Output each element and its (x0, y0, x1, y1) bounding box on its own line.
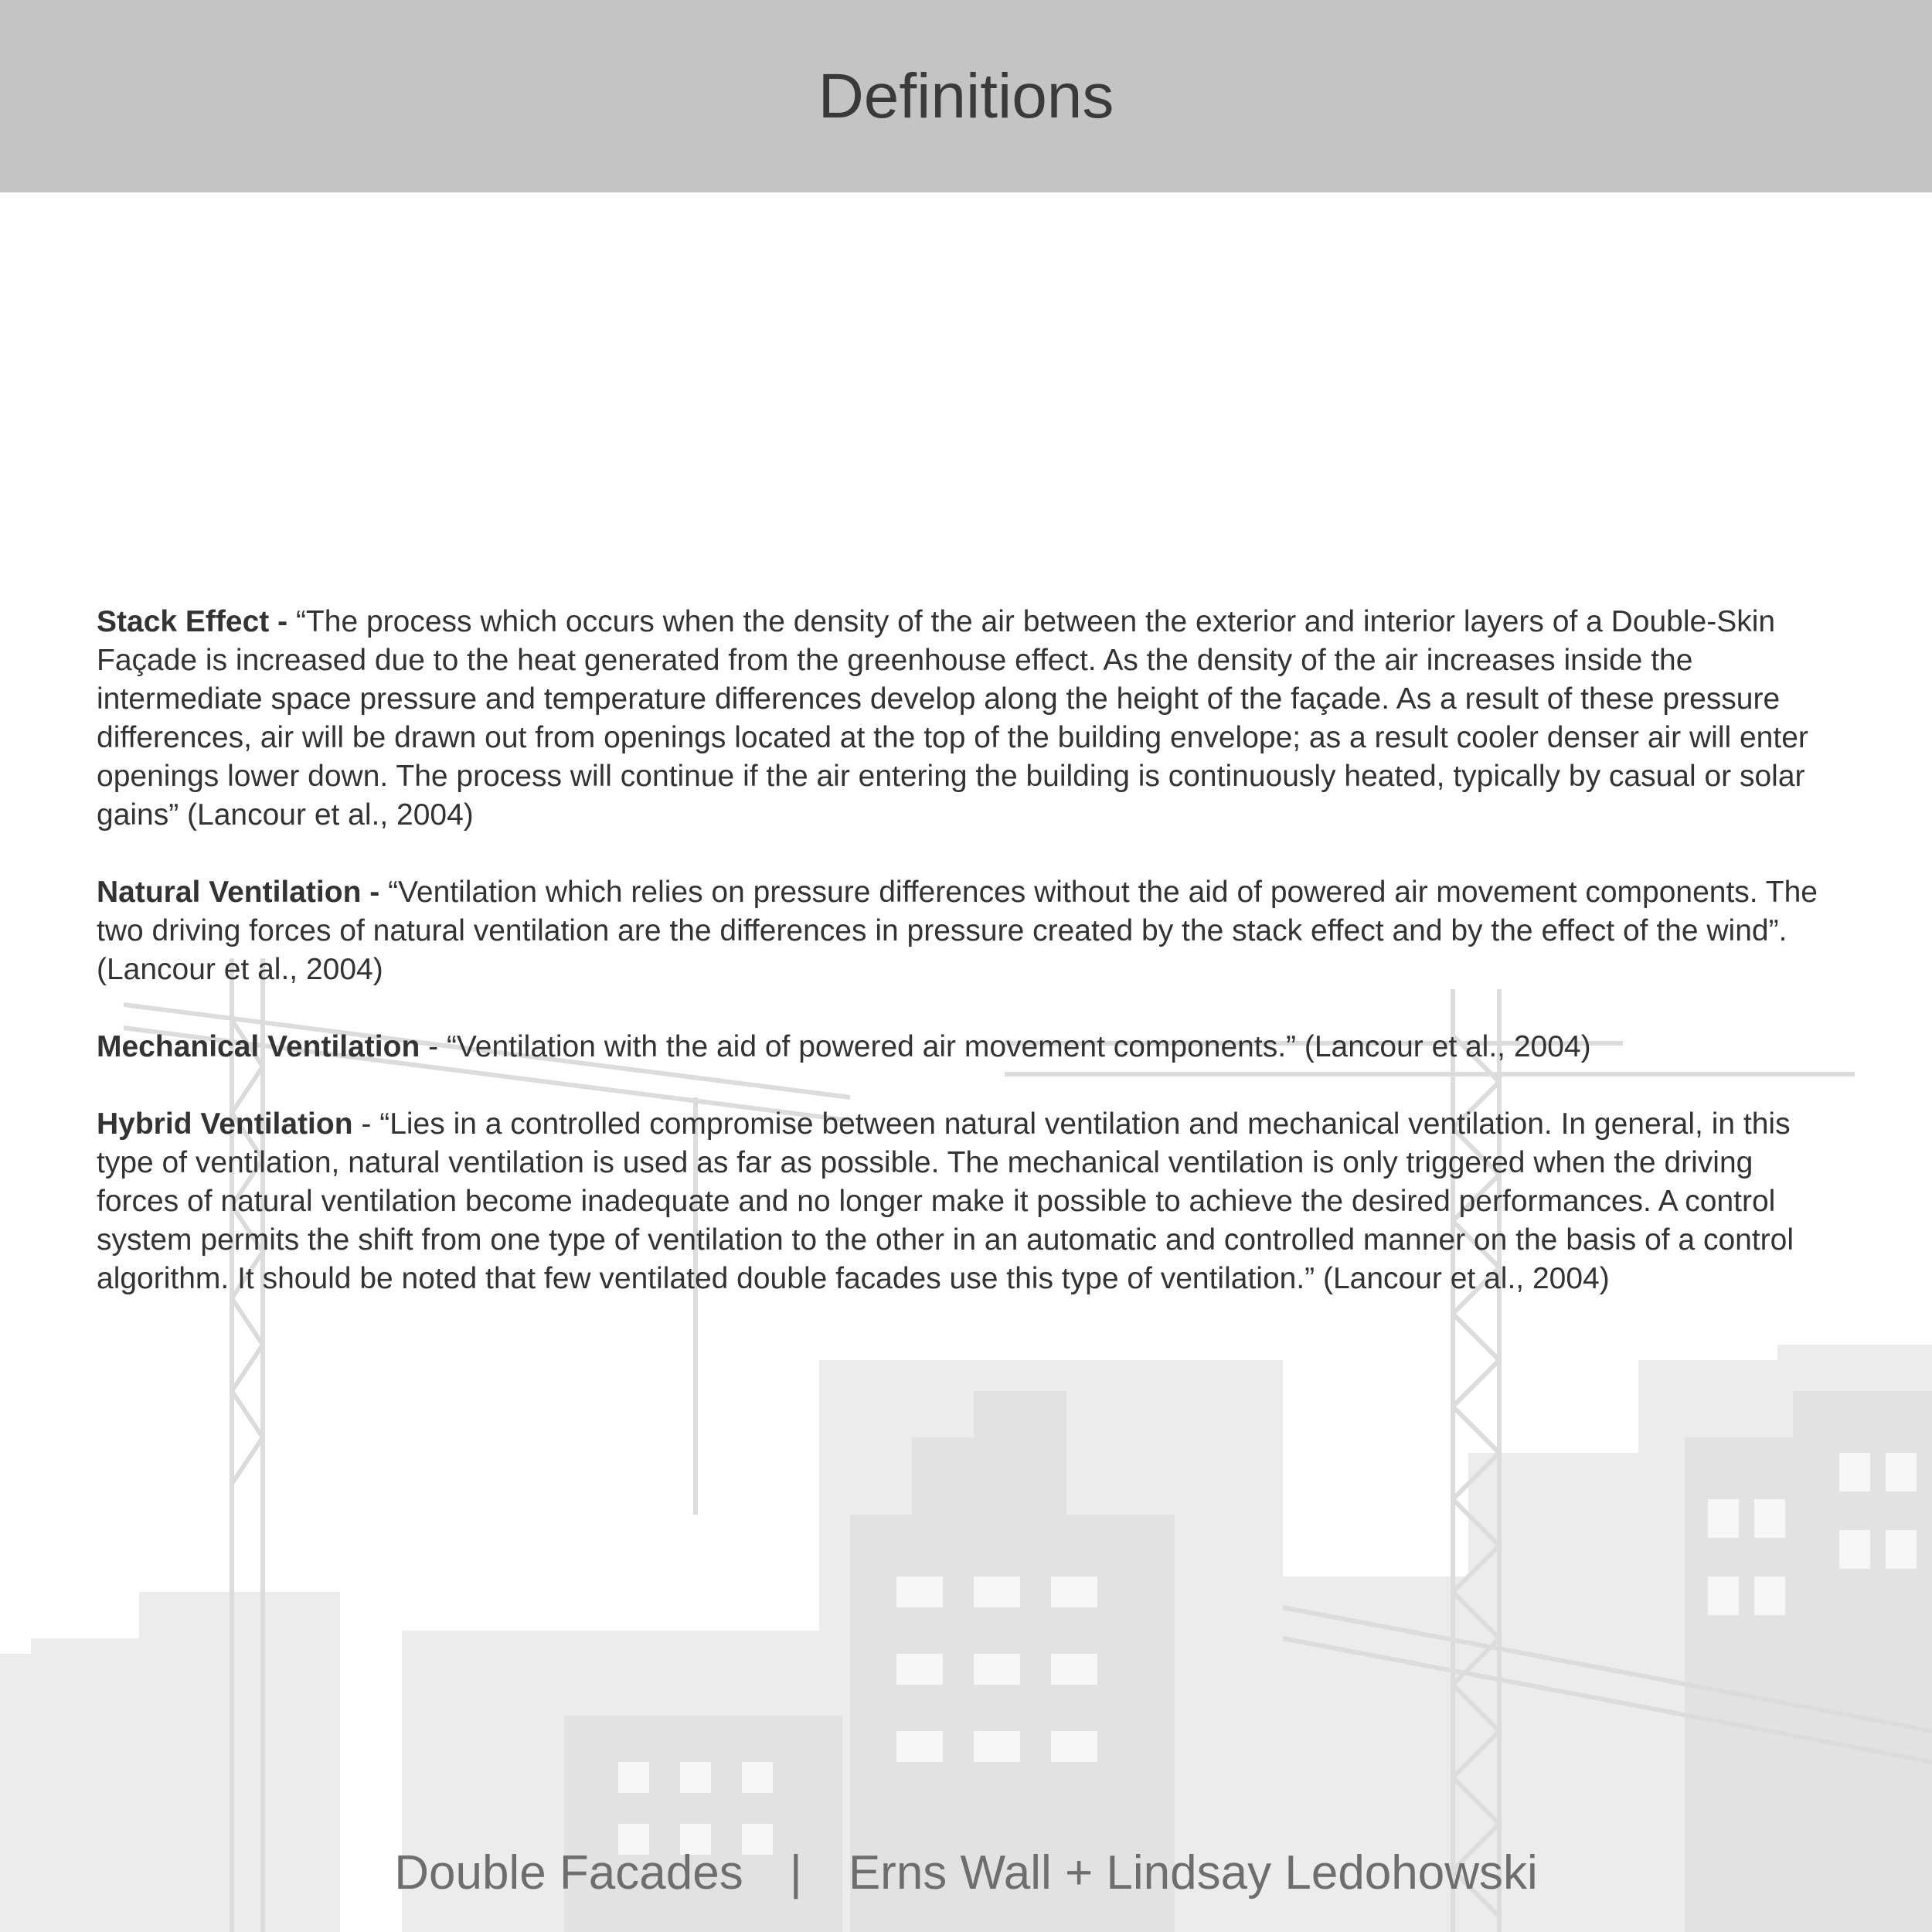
definition-term: Hybrid Ventilation (97, 1107, 353, 1141)
page-title: Definitions (818, 61, 1114, 131)
footer-authors: Erns Wall + Lindsay Ledohowski (848, 1846, 1538, 1900)
definition-text: “The process which occurs when the density of the air between the exterior and interior layers of a Double-Skin Façade is increased due to the heat generated from the greenhouse effect. As the density of the air increases inside the intermediate space pressure and temperature differences develop along the height of the façade. As a result of these pressure differences, air will be drawn out from openings located at the top of the building envelope; as a result cooler denser air will enter openings lower down. The process will continue if the air entering the building is continuously heated, typically by casual or solar gains” (Lancour et al., 2004) (97, 605, 1808, 832)
definition-stack-effect (97, 603, 1835, 835)
definitions-list (97, 603, 1835, 1337)
definition-term: Mechanical Ventilation (97, 1030, 420, 1063)
definition-term: Stack Effect - (97, 605, 288, 638)
footer-title: Double Facades (394, 1846, 743, 1900)
definition-text: - “Lies in a controlled compromise between natural ventilation and mechanical ventilation. In general, in this type of ventilation, natural ventilation is used as far as possible. The mechanical ventilation is only triggered when the driving forces of natural ventilation become inadequate and no longer make it possible to achieve the desired performances. A control system permits the shift from one type of ventilation to the other in an automatic and controlled manner on the basis of a control algorithm. It should be noted that few ventilated double facades use this type of ventilation.” (Lancour et al., 2004) (97, 1107, 1794, 1295)
definition-text: - “Ventilation with the aid of powered air movement components.” (Lancour et al., 2004) (428, 1030, 1591, 1063)
definition-term: Natural Ventilation - (97, 876, 380, 909)
definition-mechanical-ventilation (97, 1028, 1835, 1066)
definition-text: “Ventilation which relies on pressure differences without the aid of powered air movement components. The two driving forces of natural ventilation are the differences in pressure created by the stack effect and by the effect of the wind”. (Lancour et al., 2004) (97, 876, 1818, 986)
footer-separator: | (789, 1846, 802, 1900)
definition-hybrid-ventilation (97, 1105, 1835, 1298)
definition-natural-ventilation (97, 873, 1835, 989)
page-footer (0, 1842, 1932, 1904)
